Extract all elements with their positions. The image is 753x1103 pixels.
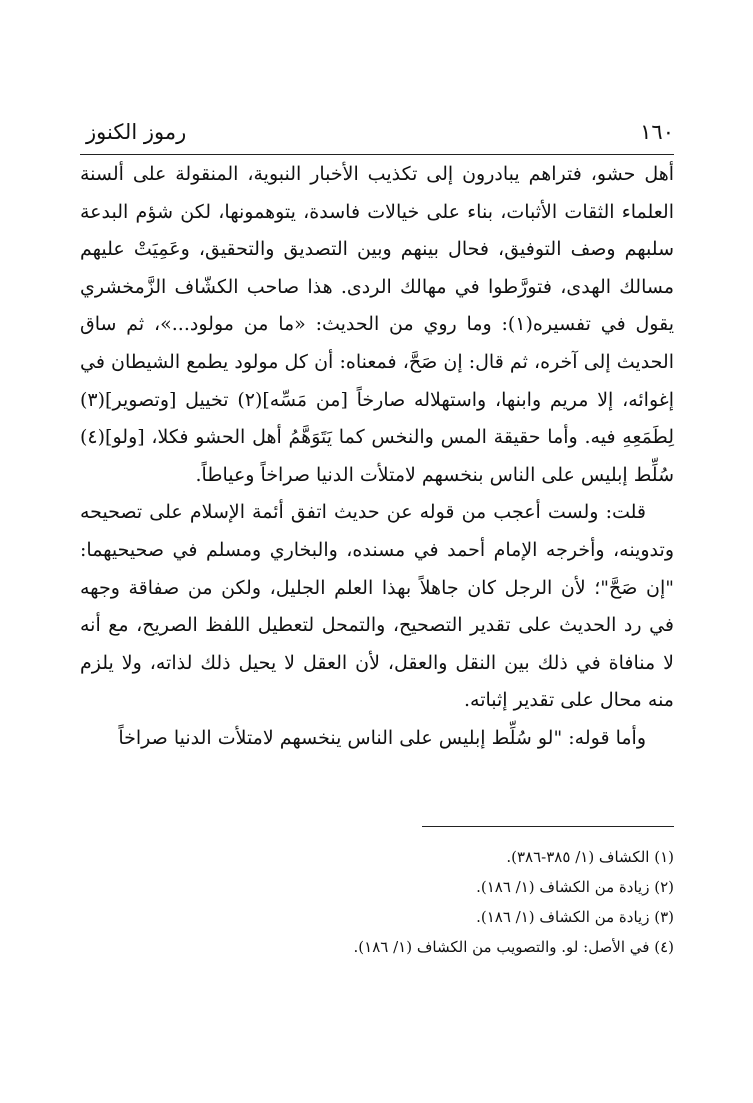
- footnote-separator: [422, 826, 674, 827]
- footnote: (٤) في الأصل: لو. والتصويب من الكشاف (١/ ١٨٦).: [353, 938, 674, 956]
- main-text: [80, 156, 674, 758]
- footnote: (١) الكشاف (١/ ٣٨٥-٣٨٦).: [506, 848, 674, 866]
- paragraph: وأما قوله: "لو سُلِّط إبليس على الناس ينخسهم لامتلأت الدنيا صراخاً: [118, 726, 646, 749]
- paragraph: أهل حشو، فتراهم يبادرون إلى تكذيب الأخبار النبوية، المنقولة على ألسنة العلماء الثقات الأثبات، بناء على خيالات فاسدة، يتوهمونها، لكن شؤم البدعة سلبهم وصف التوفيق، فحال بينهم وبين التصديق والتحقيق، وعَمِيَتْ عليهم مسالك الهدى، فتورَّطوا في مهالك الردى. هذا صاحب الكشّاف الزَّمخشري يقول في تفسيره(١): وما روي من الحديث: «ما من مولود...»، ثم ساق الحديث إلى آخره، ثم قال: إن صَحَّ، فمعناه: أن كل مولود يطمع الشيطان في إغوائه، إلا مريم وابنها، واستهلاله صارخاً [من مَسِّه](٢) تخييل [وتصوير](٣) لِطَمَعِهِ فيه. وأما حقيقة المس والنخس كما يَتَوَهَّمُ أهل الحشو فكلا، [ولو](٤) سُلِّط إبليس على الناس بنخسهم لامتلأت الدنيا صراخاً وعياطاً.: [80, 163, 675, 486]
- page-number: ١٦٠: [640, 120, 674, 144]
- footnotes: [80, 842, 674, 962]
- footnote: (٢) زيادة من الكشاف (١/ ١٨٦).: [476, 878, 674, 896]
- footnote: (٣) زيادة من الكشاف (١/ ١٨٦).: [476, 908, 674, 926]
- paragraph: قلت: ولست أعجب من قوله عن حديث اتفق أئمة الإسلام على تصحيحه وتدوينه، وأخرجه الإمام أحمد في مسنده، والبخاري ومسلم في صحيحيهما: "إن صَحَّ"؛ لأن الرجل كان جاهلاً بهذا العلم الجليل، ولكن من صفاقة وجهه في رد الحديث على تقدير التصحيح، والتمحل لتعطيل اللفظ الصريح، مع أنه لا منافاة في ذلك بين النقل والعقل، لأن العقل لا يحيل ذلك لذاته، ولا يلزم منه محال على تقدير إثباته.: [80, 501, 674, 712]
- page-header: [86, 120, 674, 150]
- header-rule: [80, 154, 674, 155]
- running-title: رموز الكنوز: [86, 120, 187, 144]
